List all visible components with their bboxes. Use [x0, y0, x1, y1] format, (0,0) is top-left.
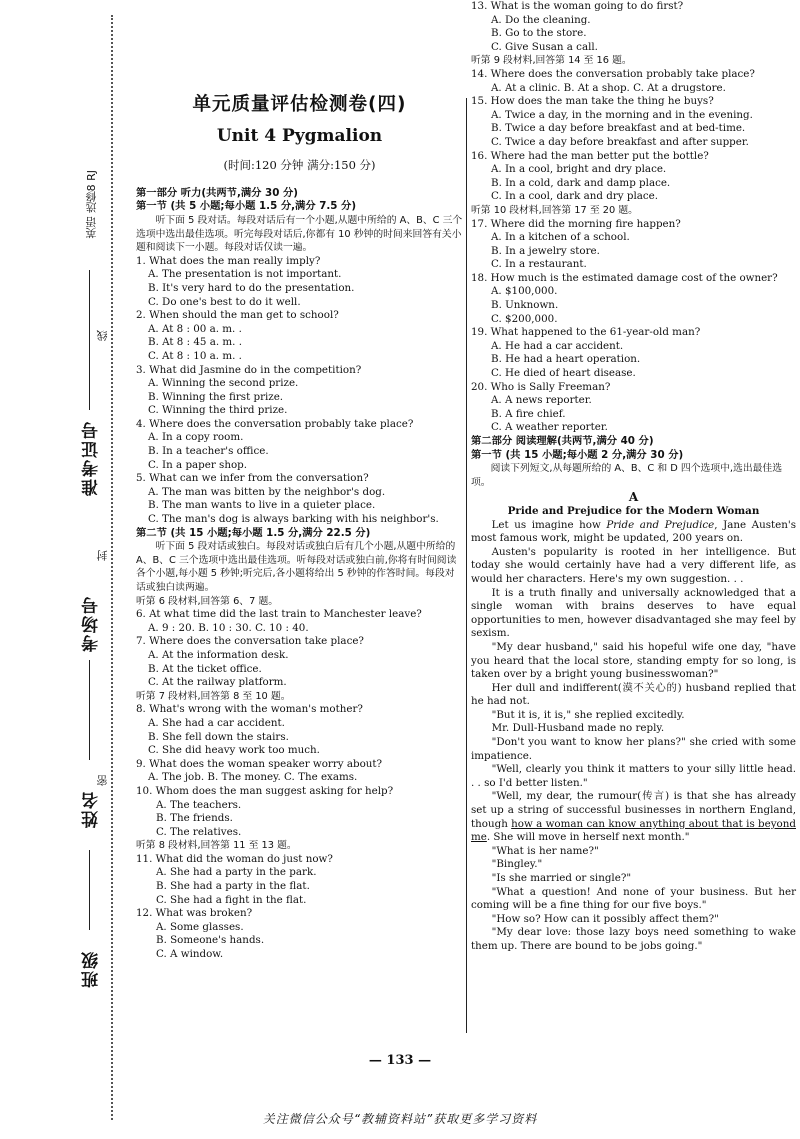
passage-paragraph: "What is her name?": [491, 844, 599, 857]
right-column: [471, 0, 796, 954]
question-line: C. A window.: [156, 948, 224, 961]
question-line: C. Winning the third prize.: [148, 404, 288, 417]
question-line: B. In a teacher's office.: [148, 445, 269, 458]
question-line: 2. When should the man get to school?: [136, 309, 339, 322]
question-line: B. A fire chief.: [491, 407, 566, 420]
passage-paragraph: "Well, my dear, the rumour(传言) is that she has already set up a string of successful businesses in northern England, though how a woman can know anything about that is beyond me. She will move in herself next month.": [471, 790, 796, 844]
question-line: B. Someone's hands.: [156, 934, 265, 947]
footer-note: 关注微信公众号“教辅资料站”获取更多学习资料: [262, 1112, 538, 1126]
question-line: B. At the ticket office.: [148, 662, 262, 675]
passage-title: Pride and Prejudice for the Modern Woman: [507, 504, 760, 517]
question-line: 7. Where does the conversation take place?: [136, 635, 364, 648]
left-column: [136, 0, 463, 962]
passage-paragraph: Mr. Dull-Husband made no reply.: [491, 722, 665, 735]
question-line: A. The man was bitten by the neighbor's dog.: [148, 485, 386, 498]
question-line: C. The relatives.: [156, 825, 242, 838]
question-line: C. The man's dog is always barking with his neighbor's.: [148, 513, 439, 526]
question-line: 第二节 (共 15 小题;每小题 1.5 分,满分 22.5 分): [136, 526, 371, 539]
question-line: 12. What was broken?: [136, 907, 253, 920]
question-line: C. A weather reporter.: [491, 421, 608, 434]
passage-paragraph: Let us imagine how Pride and Prejudice, Jane Austen's most famous work, might be updated, 200 years on.: [471, 518, 796, 545]
column-divider: [466, 98, 467, 1033]
question-line: C. In a cool, dark and dry place.: [491, 190, 659, 203]
question-line: C. She had a fight in the flat.: [156, 893, 307, 906]
question-line: C. At 8 : 10 a. m. .: [148, 349, 242, 362]
passage-paragraph: Her dull and indifferent(漠不关心的) husband replied that he had not.: [471, 681, 796, 708]
question-line: 16. Where had the man better put the bottle?: [471, 149, 709, 162]
question-line: 第一部分 听力(共两节,满分 30 分): [136, 186, 298, 199]
passage-paragraph: "My dear husband," said his hopeful wife one day, "have you heard that the local store, standing empty for so long, is taken over by a bright young businesswoman?": [471, 640, 796, 681]
question-line: 听第 10 段材料,回答第 17 至 20 题。: [471, 204, 638, 216]
tear-line: [111, 15, 113, 1120]
passage-paragraph: "What a question! And none of your business. But her coming will be a fine thing for our five boys.": [471, 885, 796, 912]
passage-body: [471, 519, 796, 954]
question-line: B. The man wants to live in a quieter place.: [148, 499, 376, 512]
question-line: A. She had a car accident.: [148, 716, 285, 729]
listening-questions: [136, 187, 463, 962]
room-no-field[interactable]: [89, 660, 90, 760]
question-line: 第二部分 阅读理解(共两节,满分 40 分): [471, 435, 654, 447]
question-line: A. $100,000.: [491, 285, 558, 298]
question-list: [471, 0, 796, 489]
question-line: B. In a jewelry store.: [491, 244, 600, 257]
question-line: 8. What's wrong with the woman's mother?: [136, 703, 363, 716]
page-title: 单元质量评估检测卷(四): [192, 94, 407, 115]
question-line: C. In a paper shop.: [148, 458, 248, 471]
question-line: 10. Whom does the man suggest asking for help?: [136, 784, 394, 797]
page-number: — 133 —: [368, 1053, 432, 1068]
question-line: A. At the information desk.: [148, 648, 289, 661]
question-line: B. At 8 : 45 a. m. .: [148, 336, 242, 349]
question-line: 听第 8 段材料,回答第 11 至 13 题。: [136, 840, 297, 852]
question-line: 听第 9 段材料,回答第 14 至 16 题。: [471, 55, 632, 67]
underlined-sentence: how a woman can know anything about that is beyond me: [471, 817, 796, 844]
course-label: 英语 选修8 RJ: [85, 170, 98, 239]
question-line: A. A news reporter.: [491, 394, 592, 407]
passage-paragraph: "But it is, it is," she replied excitedly.: [491, 708, 685, 721]
question-line: 听下面 5 段对话或独白。每段对话或独白后有几个小题,从题中所给的 A、B、C 三个选项中选出最佳选项。听每段对话或独白前,你将有时间阅读各个小题,每小题 5 秒钟;听完后,各小题将给出 5 秒钟的作答时间。每段对话或独白读两遍。: [136, 541, 457, 593]
exam-id-label: 准考证号: [82, 420, 102, 496]
passage-letter: A: [628, 490, 639, 505]
question-line: 听第 7 段材料,回答第 8 至 10 题。: [136, 690, 291, 702]
question-line: A. 9 : 20. B. 10 : 30. C. 10 : 40.: [148, 621, 309, 634]
exam-time: (时间:120 分钟 满分:150 分): [223, 158, 376, 173]
question-line: C. He died of heart disease.: [491, 367, 636, 380]
question-line: 第一节 (共 5 小题;每小题 1.5 分,满分 7.5 分): [136, 200, 357, 213]
question-line: 11. What did the woman do just now?: [136, 852, 333, 865]
question-line: B. It's very hard to do the presentation.: [148, 281, 355, 294]
question-line: C. Give Susan a call.: [491, 40, 598, 53]
question-line: 19. What happened to the 61-year-old man?: [471, 326, 701, 339]
question-line: A. Winning the second prize.: [148, 377, 299, 390]
question-line: 听第 6 段材料,回答第 6、7 题。: [136, 595, 279, 607]
question-line: B. She fell down the stairs.: [148, 730, 289, 743]
question-line: A. He had a car accident.: [491, 339, 624, 352]
line-mark: 线: [96, 330, 109, 341]
question-line: 3. What did Jasmine do in the competition?: [136, 363, 362, 376]
question-line: 6. At what time did the last train to Manchester leave?: [136, 608, 422, 621]
passage-paragraph: It is a truth finally and universally acknowledged that a single woman with brains deserves to have equal opportunities to men, however disadvantaged she may feel by sexism.: [471, 586, 796, 640]
question-line: B. Unknown.: [491, 299, 559, 312]
class-label: 班级: [82, 950, 102, 988]
question-line: 听下面 5 段对话。每段对话后有一个小题,从题中所给的 A、B、C 三个选项中选出最佳选项。听完每段对话后,你都有 10 秒钟的时间来回答有关小题和阅读下一小题。每段对话仅读一遍。: [136, 214, 463, 254]
question-line: 1. What does the man really imply?: [136, 254, 321, 267]
passage-paragraph: "My dear love: those lazy boys need something to wake them up. There are bound to be jobs going.": [471, 926, 796, 952]
question-line: A. Do the cleaning.: [491, 13, 591, 26]
question-line: 5. What can we infer from the conversation?: [136, 472, 369, 485]
question-line: B. He had a heart operation.: [491, 353, 641, 366]
question-line: A. Twice a day, in the morning and in the evening.: [491, 108, 753, 121]
question-line: 18. How much is the estimated damage cost of the owner?: [471, 271, 778, 284]
passage-paragraph: "Don't you want to know her plans?" she cried with some impatience.: [471, 736, 796, 762]
question-line: A. The presentation is not important.: [148, 268, 342, 281]
question-line: A. At 8 : 00 a. m. .: [148, 322, 242, 335]
question-line: 13. What is the woman going to do first?: [471, 0, 684, 12]
question-line: C. In a restaurant.: [491, 258, 587, 271]
name-label: 姓名: [82, 790, 102, 828]
question-line: C. She did heavy work too much.: [148, 744, 320, 757]
question-line: 17. Where did the morning fire happen?: [471, 217, 681, 230]
binding-margin: [0, 0, 120, 1139]
passage-paragraph: "Bingley.": [491, 858, 543, 871]
question-line: B. In a cold, dark and damp place.: [491, 176, 671, 189]
question-line: 15. How does the man take the thing he buys?: [471, 95, 714, 108]
question-line: B. Go to the store.: [491, 27, 587, 40]
question-line: A. In a kitchen of a school.: [491, 231, 630, 244]
room-no-label: 考场号: [82, 595, 102, 652]
question-line: C. Twice a day before breakfast and after supper.: [491, 135, 749, 148]
question-line: A. In a cool, bright and dry place.: [491, 163, 667, 176]
name-field[interactable]: [89, 850, 90, 930]
question-line: C. Do one's best to do it well.: [148, 295, 301, 308]
question-line: A. In a copy room.: [148, 431, 244, 444]
exam-id-field[interactable]: [89, 270, 90, 410]
passage-paragraph: "How so? How can it possibly affect them?": [491, 912, 719, 925]
question-line: 20. Who is Sally Freeman?: [471, 380, 611, 393]
question-line: A. The job. B. The money. C. The exams.: [148, 771, 358, 784]
question-line: A. At a clinic. B. At a shop. C. At a drugstore.: [491, 81, 726, 94]
question-line: 9. What does the woman speaker worry about?: [136, 757, 383, 770]
question-line: A. Some glasses.: [156, 920, 244, 933]
passage-paragraph: "Well, clearly you think it matters to your silly little head. . . so I'd better listen.": [471, 763, 796, 789]
passage-paragraph: Austen's popularity is rooted in her intelligence. But today she would certainly have had a very different life, as would her characters. Here's my own suggestion. . .: [471, 545, 796, 585]
question-line: B. The friends.: [156, 812, 233, 825]
question-line: 第一节 (共 15 小题;每小题 2 分,满分 30 分): [471, 448, 684, 461]
secret-mark: 密: [96, 775, 109, 786]
question-line: 14. Where does the conversation probably take place?: [471, 67, 755, 80]
question-line: 4. Where does the conversation probably take place?: [136, 417, 414, 430]
question-line: 阅读下列短文,从每题所给的 A、B、C 和 D 四个选项中,选出最佳选项。: [471, 463, 783, 488]
question-line: A. The teachers.: [156, 798, 242, 811]
seal-mark: 封: [96, 550, 109, 561]
question-line: B. Winning the first prize.: [148, 390, 284, 403]
question-line: A. She had a party in the park.: [156, 866, 317, 879]
unit-title: Unit 4 Pygmalion: [216, 125, 383, 146]
question-line: C. $200,000.: [491, 312, 558, 325]
question-line: C. At the railway platform.: [148, 676, 287, 689]
passage-paragraph: "Is she married or single?": [491, 872, 632, 884]
question-line: B. Twice a day before breakfast and at bed-time.: [491, 122, 746, 135]
question-line: B. She had a party in the flat.: [156, 880, 310, 893]
